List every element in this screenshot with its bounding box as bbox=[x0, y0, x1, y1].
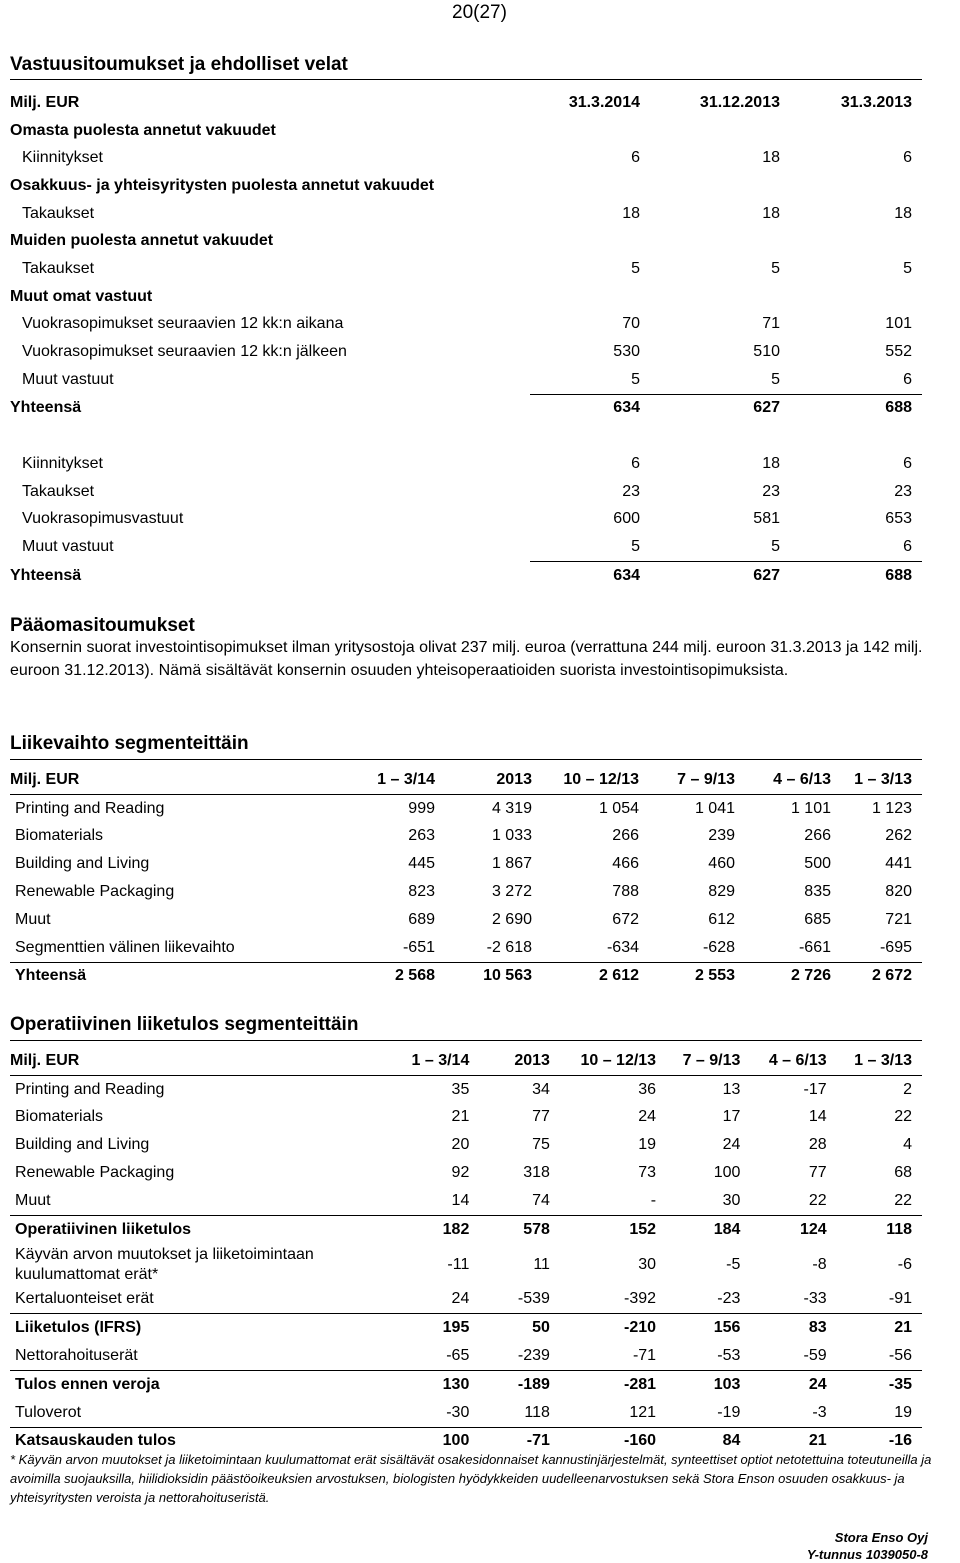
row-value: -6 bbox=[897, 1255, 912, 1273]
row-value: 627 bbox=[650, 394, 790, 422]
row-value: 6 bbox=[790, 533, 922, 561]
table-row bbox=[10, 172, 922, 200]
row-value: 92 bbox=[451, 1164, 470, 1182]
row-value: 24 bbox=[638, 1108, 657, 1126]
row-value: -53 bbox=[717, 1347, 741, 1365]
row-value: 24 bbox=[750, 1370, 836, 1398]
table-row bbox=[10, 144, 922, 172]
row-value: 510 bbox=[753, 343, 780, 361]
row-value: -695 bbox=[879, 938, 912, 956]
table-row bbox=[10, 850, 922, 878]
header-date: 31.12.2013 bbox=[699, 93, 780, 111]
row-value: 50 bbox=[479, 1314, 560, 1342]
table-row bbox=[10, 1075, 922, 1103]
table-row bbox=[10, 450, 922, 478]
row-label: Käyvän arvon muutokset ja liiketoimintaan kuulumattomat erät* bbox=[15, 1245, 314, 1283]
row-value: 18 bbox=[762, 455, 780, 473]
row-value: 22 bbox=[894, 1108, 912, 1126]
table-row bbox=[10, 255, 922, 283]
subtotal-row bbox=[10, 1314, 922, 1342]
row-value: 121 bbox=[629, 1403, 657, 1421]
row-value: 600 bbox=[613, 510, 640, 528]
row-value: 184 bbox=[666, 1215, 750, 1243]
section-title-capital-commitments: Pääomasitoumukset bbox=[10, 615, 195, 636]
row-value: 685 bbox=[804, 910, 831, 928]
row-value: 103 bbox=[666, 1370, 750, 1398]
table-row bbox=[10, 1399, 922, 1427]
row-value: 5 bbox=[530, 366, 650, 394]
row-label: Muut bbox=[15, 910, 51, 928]
table-header-row bbox=[10, 766, 922, 794]
table-row bbox=[10, 906, 922, 934]
row-value: 6 bbox=[903, 455, 912, 473]
row-value: -16 bbox=[837, 1427, 922, 1455]
row-value: -2 618 bbox=[486, 938, 532, 956]
row-value bbox=[790, 227, 922, 255]
row-value: 195 bbox=[357, 1314, 480, 1342]
row-label: Tuloverot bbox=[15, 1403, 82, 1421]
header-period: 10 – 12/13 bbox=[542, 766, 649, 794]
row-label: Osakkuus- ja yhteisyritysten puolesta annetut vakuudet bbox=[10, 176, 435, 194]
row-label: Nettorahoituserät bbox=[15, 1347, 138, 1365]
row-value: 1 867 bbox=[491, 855, 532, 873]
capital-commitments-text: Konsernin suorat investointisopimukset ilman yritysostoja olivat 237 milj. euroa (verrattuna 244 milj. euroon 31.3.2013 ja 142 milj. euroon 31.12.2013). Nämä sisältävät konsernin osuuden yhteisoperaatioiden suorista investointisopimuksista. bbox=[10, 639, 923, 679]
row-value: 999 bbox=[408, 799, 435, 817]
signature-block bbox=[807, 1529, 928, 1563]
row-value: 84 bbox=[666, 1427, 750, 1455]
total-row bbox=[10, 562, 922, 590]
row-value: 24 bbox=[451, 1290, 470, 1308]
row-value: 70 bbox=[622, 315, 640, 333]
row-value: 835 bbox=[804, 883, 831, 901]
divider bbox=[10, 1040, 922, 1041]
row-value: -651 bbox=[402, 938, 435, 956]
table-row bbox=[10, 934, 922, 962]
row-value: 23 bbox=[622, 482, 640, 500]
row-value: 18 bbox=[762, 204, 780, 222]
row-value: 124 bbox=[750, 1215, 836, 1243]
page-number: 20(27) bbox=[452, 2, 507, 23]
row-value: -19 bbox=[717, 1403, 741, 1421]
subtotal-row bbox=[10, 1215, 922, 1243]
commitments-table bbox=[10, 89, 922, 590]
row-value: 5 bbox=[771, 259, 780, 277]
row-value: 23 bbox=[894, 482, 912, 500]
row-label: Muut vastuut bbox=[22, 370, 114, 388]
row-label: Printing and Reading bbox=[15, 799, 165, 817]
table-row bbox=[10, 1342, 922, 1370]
table-row bbox=[10, 794, 922, 822]
row-value: 73 bbox=[638, 1164, 657, 1182]
row-value bbox=[650, 422, 790, 450]
row-value bbox=[790, 422, 922, 450]
row-value: 4 bbox=[903, 1136, 912, 1154]
row-value: 266 bbox=[612, 827, 639, 845]
row-value: 21 bbox=[837, 1314, 922, 1342]
row-value: -189 bbox=[479, 1370, 560, 1398]
row-value bbox=[530, 117, 650, 145]
header-label: Milj. EUR bbox=[10, 766, 315, 794]
row-value: 627 bbox=[650, 562, 790, 590]
row-label: Building and Living bbox=[15, 855, 150, 873]
row-value: -539 bbox=[517, 1290, 550, 1308]
operating-profit-table bbox=[10, 1047, 922, 1455]
row-value: 829 bbox=[708, 883, 735, 901]
row-value: 21 bbox=[451, 1108, 470, 1126]
row-value: 262 bbox=[885, 827, 912, 845]
row-value: 18 bbox=[894, 204, 912, 222]
table-header-row bbox=[10, 1047, 922, 1075]
row-value: 100 bbox=[357, 1427, 480, 1455]
header-period: 1 – 3/14 bbox=[315, 766, 445, 794]
row-value: 156 bbox=[666, 1314, 750, 1342]
row-value: 20 bbox=[451, 1136, 470, 1154]
row-value bbox=[530, 283, 650, 311]
row-value: 18 bbox=[762, 149, 780, 167]
row-value: -56 bbox=[888, 1347, 912, 1365]
row-value: 5 bbox=[650, 366, 790, 394]
header-period: 1 – 3/13 bbox=[841, 766, 922, 794]
row-value: 5 bbox=[631, 259, 640, 277]
row-value: -3 bbox=[812, 1403, 827, 1421]
row-value: 19 bbox=[638, 1136, 657, 1154]
row-value: -71 bbox=[632, 1347, 657, 1365]
row-value: 5 bbox=[530, 533, 650, 561]
row-value: -210 bbox=[560, 1314, 666, 1342]
row-label: Vuokrasopimusvastuut bbox=[22, 510, 184, 528]
row-value: 653 bbox=[885, 510, 912, 528]
row-value: -281 bbox=[560, 1370, 666, 1398]
table-row bbox=[10, 1159, 922, 1187]
row-value: 578 bbox=[479, 1215, 560, 1243]
row-label: Kiinnitykset bbox=[22, 455, 103, 473]
row-value: 11 bbox=[533, 1255, 550, 1273]
table-row bbox=[10, 878, 922, 906]
row-label: Yhteensä bbox=[10, 566, 82, 584]
row-value: 18 bbox=[622, 204, 640, 222]
row-label: Takaukset bbox=[22, 259, 95, 277]
row-value: -661 bbox=[798, 938, 831, 956]
table-row bbox=[10, 338, 922, 366]
header-period: 4 – 6/13 bbox=[750, 1047, 836, 1075]
row-value: 24 bbox=[722, 1136, 741, 1154]
row-label: Operatiivinen liiketulos bbox=[10, 1215, 357, 1243]
row-value: 22 bbox=[808, 1191, 827, 1209]
row-label: Muut omat vastuut bbox=[10, 287, 153, 305]
row-value bbox=[790, 283, 922, 311]
row-value: -8 bbox=[812, 1255, 827, 1273]
row-value: 182 bbox=[357, 1215, 480, 1243]
row-value: 4 319 bbox=[491, 799, 532, 817]
row-value bbox=[650, 172, 790, 200]
row-value: 152 bbox=[560, 1215, 666, 1243]
row-label: Biomaterials bbox=[15, 1108, 104, 1126]
section-title-operating-profit-by-segment: Operatiivinen liiketulos segmenteittäin bbox=[10, 1014, 359, 1035]
table-row bbox=[10, 533, 922, 561]
footnote: * Käyvän arvon muutokset ja liiketoimintaan kuulumattomat erät sisältävät osakesidonnaiset kannustinjärjestelmät, synteettiset optiot netotettuina toteutuneilla ja avoimilla suojauksilla, hiilidioksidin päästöoikeuksien arvostuksen, biologisten hyödykkeiden uudelleenarvostuksen sekä Stora Enson osuuden osakkuus- ja yhteisyritysten veroista ja nettorahoituseristä. bbox=[10, 1452, 932, 1505]
row-value: 118 bbox=[524, 1403, 550, 1421]
row-value: -30 bbox=[446, 1403, 470, 1421]
total-row bbox=[10, 394, 922, 422]
row-label: Yhteensä bbox=[10, 962, 315, 990]
row-value: 36 bbox=[638, 1080, 657, 1098]
row-label: Liiketulos (IFRS) bbox=[10, 1314, 357, 1342]
row-value: 1 041 bbox=[694, 799, 735, 817]
header-period: 2013 bbox=[479, 1047, 560, 1075]
row-value: 101 bbox=[885, 315, 912, 333]
row-label: Omasta puolesta annetut vakuudet bbox=[10, 121, 276, 139]
table-row bbox=[10, 227, 922, 255]
row-value: 6 bbox=[631, 455, 640, 473]
row-value: 17 bbox=[722, 1108, 741, 1126]
row-value: 2 568 bbox=[315, 962, 445, 990]
row-value bbox=[650, 283, 790, 311]
row-value bbox=[530, 422, 650, 450]
row-label: Takaukset bbox=[22, 482, 95, 500]
row-value: -35 bbox=[837, 1370, 922, 1398]
row-value: 34 bbox=[532, 1080, 550, 1098]
row-value: 612 bbox=[708, 910, 735, 928]
row-value: 68 bbox=[894, 1164, 912, 1182]
row-value: -33 bbox=[803, 1290, 827, 1308]
row-value: -11 bbox=[447, 1255, 470, 1273]
row-value: 1 033 bbox=[491, 827, 532, 845]
row-label: Renewable Packaging bbox=[15, 1164, 175, 1182]
row-value: 130 bbox=[357, 1370, 480, 1398]
row-label: Katsauskauden tulos bbox=[10, 1427, 357, 1455]
row-value: 672 bbox=[612, 910, 639, 928]
row-value: 1 054 bbox=[598, 799, 639, 817]
table-row bbox=[10, 1244, 922, 1286]
header-period: 10 – 12/13 bbox=[560, 1047, 666, 1075]
row-label: Vuokrasopimukset seuraavien 12 kk:n aikana bbox=[22, 315, 344, 333]
table-row bbox=[10, 1104, 922, 1132]
row-value bbox=[530, 172, 650, 200]
row-label: Yhteensä bbox=[10, 399, 82, 417]
row-value: 820 bbox=[885, 883, 912, 901]
table-row bbox=[10, 422, 922, 450]
row-label: Muut vastuut bbox=[22, 538, 114, 556]
table-header-row bbox=[10, 89, 922, 117]
company-name: Stora Enso Oyj bbox=[834, 1530, 928, 1545]
row-value: 2 553 bbox=[649, 962, 745, 990]
table-row bbox=[10, 366, 922, 394]
row-value: 2 672 bbox=[841, 962, 922, 990]
row-label: Muut bbox=[15, 1191, 51, 1209]
row-value: 14 bbox=[808, 1108, 827, 1126]
row-value: -65 bbox=[446, 1347, 470, 1365]
row-value: 71 bbox=[762, 315, 780, 333]
row-label: Takaukset bbox=[22, 204, 95, 222]
row-value: 530 bbox=[613, 343, 640, 361]
row-value: -392 bbox=[624, 1290, 657, 1308]
row-value: 75 bbox=[532, 1136, 550, 1154]
row-value: 21 bbox=[750, 1427, 836, 1455]
row-value bbox=[790, 172, 922, 200]
table-row bbox=[10, 1131, 922, 1159]
row-value: 5 bbox=[903, 259, 912, 277]
table-row bbox=[10, 117, 922, 145]
header-period: 7 – 9/13 bbox=[666, 1047, 750, 1075]
row-value: 77 bbox=[532, 1108, 550, 1126]
row-label: Renewable Packaging bbox=[15, 883, 175, 901]
row-value: 2 bbox=[903, 1080, 912, 1098]
row-value: -5 bbox=[726, 1255, 741, 1273]
table-row bbox=[10, 1286, 922, 1314]
row-value: 35 bbox=[451, 1080, 470, 1098]
row-value: 13 bbox=[722, 1080, 741, 1098]
row-value: 688 bbox=[790, 562, 922, 590]
subtotal-row bbox=[10, 962, 922, 990]
row-label: Biomaterials bbox=[15, 827, 104, 845]
row-value: 2 690 bbox=[491, 910, 532, 928]
row-value: 22 bbox=[894, 1191, 912, 1209]
table-row bbox=[10, 478, 922, 506]
row-value: 460 bbox=[708, 855, 735, 873]
table-row bbox=[10, 311, 922, 339]
row-value: -634 bbox=[606, 938, 639, 956]
row-value: 83 bbox=[750, 1314, 836, 1342]
header-label: Milj. EUR bbox=[10, 1047, 357, 1075]
row-value bbox=[530, 227, 650, 255]
section-title-commitments: Vastuusitoumukset ja ehdolliset velat bbox=[10, 54, 348, 75]
divider bbox=[10, 79, 922, 80]
row-value: -628 bbox=[702, 938, 735, 956]
row-value: 14 bbox=[451, 1191, 470, 1209]
row-value: 1 101 bbox=[790, 799, 831, 817]
row-value: -91 bbox=[888, 1290, 912, 1308]
row-value: -23 bbox=[717, 1290, 741, 1308]
row-value: -160 bbox=[560, 1427, 666, 1455]
subtotal-row bbox=[10, 1370, 922, 1398]
header-period: 7 – 9/13 bbox=[649, 766, 745, 794]
row-value: -71 bbox=[479, 1427, 560, 1455]
section-title-sales-by-segment: Liikevaihto segmenteittäin bbox=[10, 733, 249, 754]
row-value: 1 123 bbox=[871, 799, 912, 817]
row-value: 688 bbox=[790, 394, 922, 422]
row-value: -239 bbox=[517, 1347, 550, 1365]
row-value bbox=[790, 117, 922, 145]
row-value: 2 612 bbox=[542, 962, 649, 990]
row-value: 823 bbox=[408, 883, 435, 901]
row-value: 77 bbox=[808, 1164, 827, 1182]
header-period: 4 – 6/13 bbox=[745, 766, 841, 794]
table-row bbox=[10, 200, 922, 228]
row-value bbox=[650, 117, 790, 145]
row-value: 263 bbox=[408, 827, 435, 845]
row-label: Kertaluonteiset erät bbox=[15, 1290, 154, 1308]
row-label bbox=[10, 422, 530, 450]
business-id: Y-tunnus 1039050-8 bbox=[806, 1547, 928, 1562]
row-value: -17 bbox=[803, 1080, 827, 1098]
header-period: 1 – 3/14 bbox=[357, 1047, 480, 1075]
table-row bbox=[10, 283, 922, 311]
row-value: 445 bbox=[408, 855, 435, 873]
header-date: 31.3.2013 bbox=[840, 93, 912, 111]
table-row bbox=[10, 1187, 922, 1215]
divider bbox=[10, 759, 922, 760]
row-value: 74 bbox=[532, 1191, 550, 1209]
row-value: 581 bbox=[753, 510, 780, 528]
row-label: Vuokrasopimukset seuraavien 12 kk:n jälkeen bbox=[22, 343, 347, 361]
row-label: Tulos ennen veroja bbox=[10, 1370, 357, 1398]
row-value: 2 726 bbox=[745, 962, 841, 990]
sales-by-segment-table bbox=[10, 766, 922, 990]
header-label: Milj. EUR bbox=[10, 93, 80, 111]
row-value: 689 bbox=[408, 910, 435, 928]
row-value: 500 bbox=[804, 855, 831, 873]
row-value: 10 563 bbox=[445, 962, 542, 990]
row-value: 5 bbox=[650, 533, 790, 561]
table-row bbox=[10, 506, 922, 534]
row-label: Kiinnitykset bbox=[22, 149, 103, 167]
row-value: 634 bbox=[530, 562, 650, 590]
row-value: - bbox=[650, 1191, 657, 1209]
row-value: 30 bbox=[722, 1191, 741, 1209]
row-value: -59 bbox=[803, 1347, 827, 1365]
header-period: 1 – 3/13 bbox=[837, 1047, 922, 1075]
row-value: 100 bbox=[713, 1164, 741, 1182]
row-value: 466 bbox=[612, 855, 639, 873]
table-row bbox=[10, 823, 922, 851]
row-label: Muiden puolesta annetut vakuudet bbox=[10, 232, 274, 250]
row-value: 3 272 bbox=[491, 883, 532, 901]
row-label: Printing and Reading bbox=[15, 1080, 165, 1098]
row-value: 28 bbox=[808, 1136, 827, 1154]
row-label: Building and Living bbox=[15, 1136, 150, 1154]
row-value: 552 bbox=[885, 343, 912, 361]
row-value: 266 bbox=[804, 827, 831, 845]
header-period: 2013 bbox=[445, 766, 542, 794]
row-value: 318 bbox=[523, 1164, 550, 1182]
header-date: 31.3.2014 bbox=[568, 93, 640, 111]
row-value: 721 bbox=[885, 910, 912, 928]
row-value: 30 bbox=[638, 1255, 657, 1273]
row-value: 6 bbox=[903, 149, 912, 167]
row-value: 239 bbox=[708, 827, 735, 845]
row-value: 634 bbox=[530, 394, 650, 422]
row-value bbox=[650, 227, 790, 255]
row-value: 6 bbox=[631, 149, 640, 167]
row-value: 23 bbox=[762, 482, 780, 500]
row-value: 6 bbox=[790, 366, 922, 394]
row-label: Segmenttien välinen liikevaihto bbox=[15, 938, 235, 956]
row-value: 19 bbox=[894, 1403, 912, 1421]
row-value: 441 bbox=[885, 855, 912, 873]
row-value: 118 bbox=[837, 1215, 922, 1243]
row-value: 788 bbox=[612, 883, 639, 901]
